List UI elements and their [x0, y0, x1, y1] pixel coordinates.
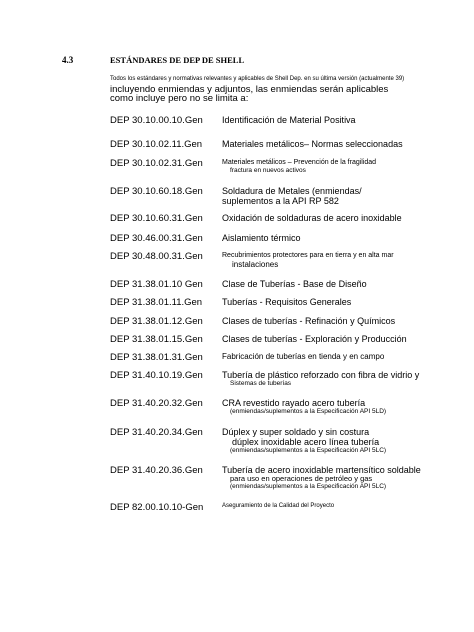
dep-description-main: Soldadura de Metales (enmiendas/: [222, 186, 362, 196]
dep-code: DEP 30.48.00.31.Gen: [110, 251, 203, 262]
dep-description-sub2: para uso en operaciones de petróleo y gas: [230, 474, 373, 483]
dep-description-main: Materiales metálicos – Prevención de la fragilidad: [222, 159, 377, 166]
dep-description: Clases de tuberías - Refinación y Químicos: [222, 316, 396, 326]
dep-description: [222, 465, 470, 491]
dep-code: DEP 31.40.20.36.Gen: [110, 465, 203, 476]
dep-description: [222, 427, 470, 455]
dep-code: DEP 30.10.60.18.Gen: [110, 186, 203, 197]
dep-description-sub: (enmiendas/suplementos a la Especificación API 5LC): [230, 447, 387, 454]
dep-description-main: Tubería de plástico reforzado con fibra de vidrio y: [222, 370, 420, 380]
dep-code: DEP 31.40.10.19.Gen: [110, 370, 203, 381]
section-title: ESTÁNDARES DE DEP DE SHELL: [110, 55, 245, 65]
dep-code: DEP 30.10.00.10.Gen: [110, 115, 203, 126]
dep-code: DEP 31.38.01.12.Gen: [110, 316, 203, 327]
dep-description-sub: fractura en nuevos activos: [230, 167, 306, 174]
dep-description: Clase de Tuberías - Base de Diseño: [222, 279, 367, 289]
dep-code: DEP 30.10.02.31.Gen: [110, 158, 203, 169]
dep-code: DEP 31.38.01.31.Gen: [110, 352, 203, 363]
dep-description: [222, 158, 470, 175]
dep-description: [222, 186, 470, 206]
dep-description-main: CRA revestido rayado acero tubería: [222, 398, 366, 408]
dep-description-main: Dúplex y super soldado y sin costura: [222, 427, 370, 437]
dep-code: DEP 31.38.01.15.Gen: [110, 334, 203, 345]
intro-text: incluyendo enmiendas y adjuntos, las enmiendas serán aplicables como incluye pero no se limita a:: [110, 84, 389, 104]
dep-description: [222, 251, 470, 269]
dep-description: [222, 370, 470, 388]
dep-description-indent: dúplex inoxidable acero línea tubería: [232, 437, 380, 447]
dep-code: DEP 31.38.01.11.Gen: [110, 297, 203, 308]
dep-description-main: Recubrimientos protectores para en tierra y en alta mar: [222, 252, 394, 259]
dep-code: DEP 30.10.60.31.Gen: [110, 213, 203, 224]
dep-code: DEP 31.40.20.32.Gen: [110, 398, 203, 409]
dep-description-main: Tubería de acero inoxidable martensítico soldable: [222, 465, 421, 475]
dep-code: DEP 30.46.00.31.Gen: [110, 233, 203, 244]
dep-description: [222, 398, 470, 416]
dep-code: DEP 82.00.10.10-Gen: [110, 502, 204, 513]
dep-description: Aseguramiento de la Calidad del Proyecto: [222, 503, 335, 509]
dep-description-sub: instalaciones: [232, 260, 279, 269]
dep-description: Identificación de Material Positiva: [222, 115, 356, 125]
dep-description: Fabricación de tuberías en tienda y en campo: [222, 352, 385, 361]
dep-code: DEP 31.38.01.10 Gen: [110, 279, 203, 290]
dep-description: Aislamiento térmico: [222, 233, 301, 243]
intro-text-small: Todos los estándares y normativas relevantes y aplicables de Shell Dep. en su última versión (actualmente 39): [110, 76, 405, 82]
dep-description-sub: (enmiendas/suplementos a la Especificación API 5LC): [230, 483, 387, 490]
dep-description: Materiales metálicos– Normas seleccionadas: [222, 139, 403, 149]
dep-description-sub: Sistemas de tuberías: [230, 380, 292, 387]
dep-description: Tuberías - Requisitos Generales: [222, 297, 352, 307]
dep-description-sub: suplementos a la API RP 582: [222, 196, 339, 206]
dep-description: Oxidación de soldaduras de acero inoxidable: [222, 213, 402, 223]
dep-description: Clases de tuberías - Exploración y Producción: [222, 334, 407, 344]
dep-code: DEP 30.10.02.11.Gen: [110, 139, 203, 150]
section-number: 4.3: [62, 55, 74, 65]
dep-code: DEP 31.40.20.34.Gen: [110, 427, 203, 438]
dep-description-sub: (enmiendas/suplementos a la Especificación API 5LD): [230, 408, 387, 415]
